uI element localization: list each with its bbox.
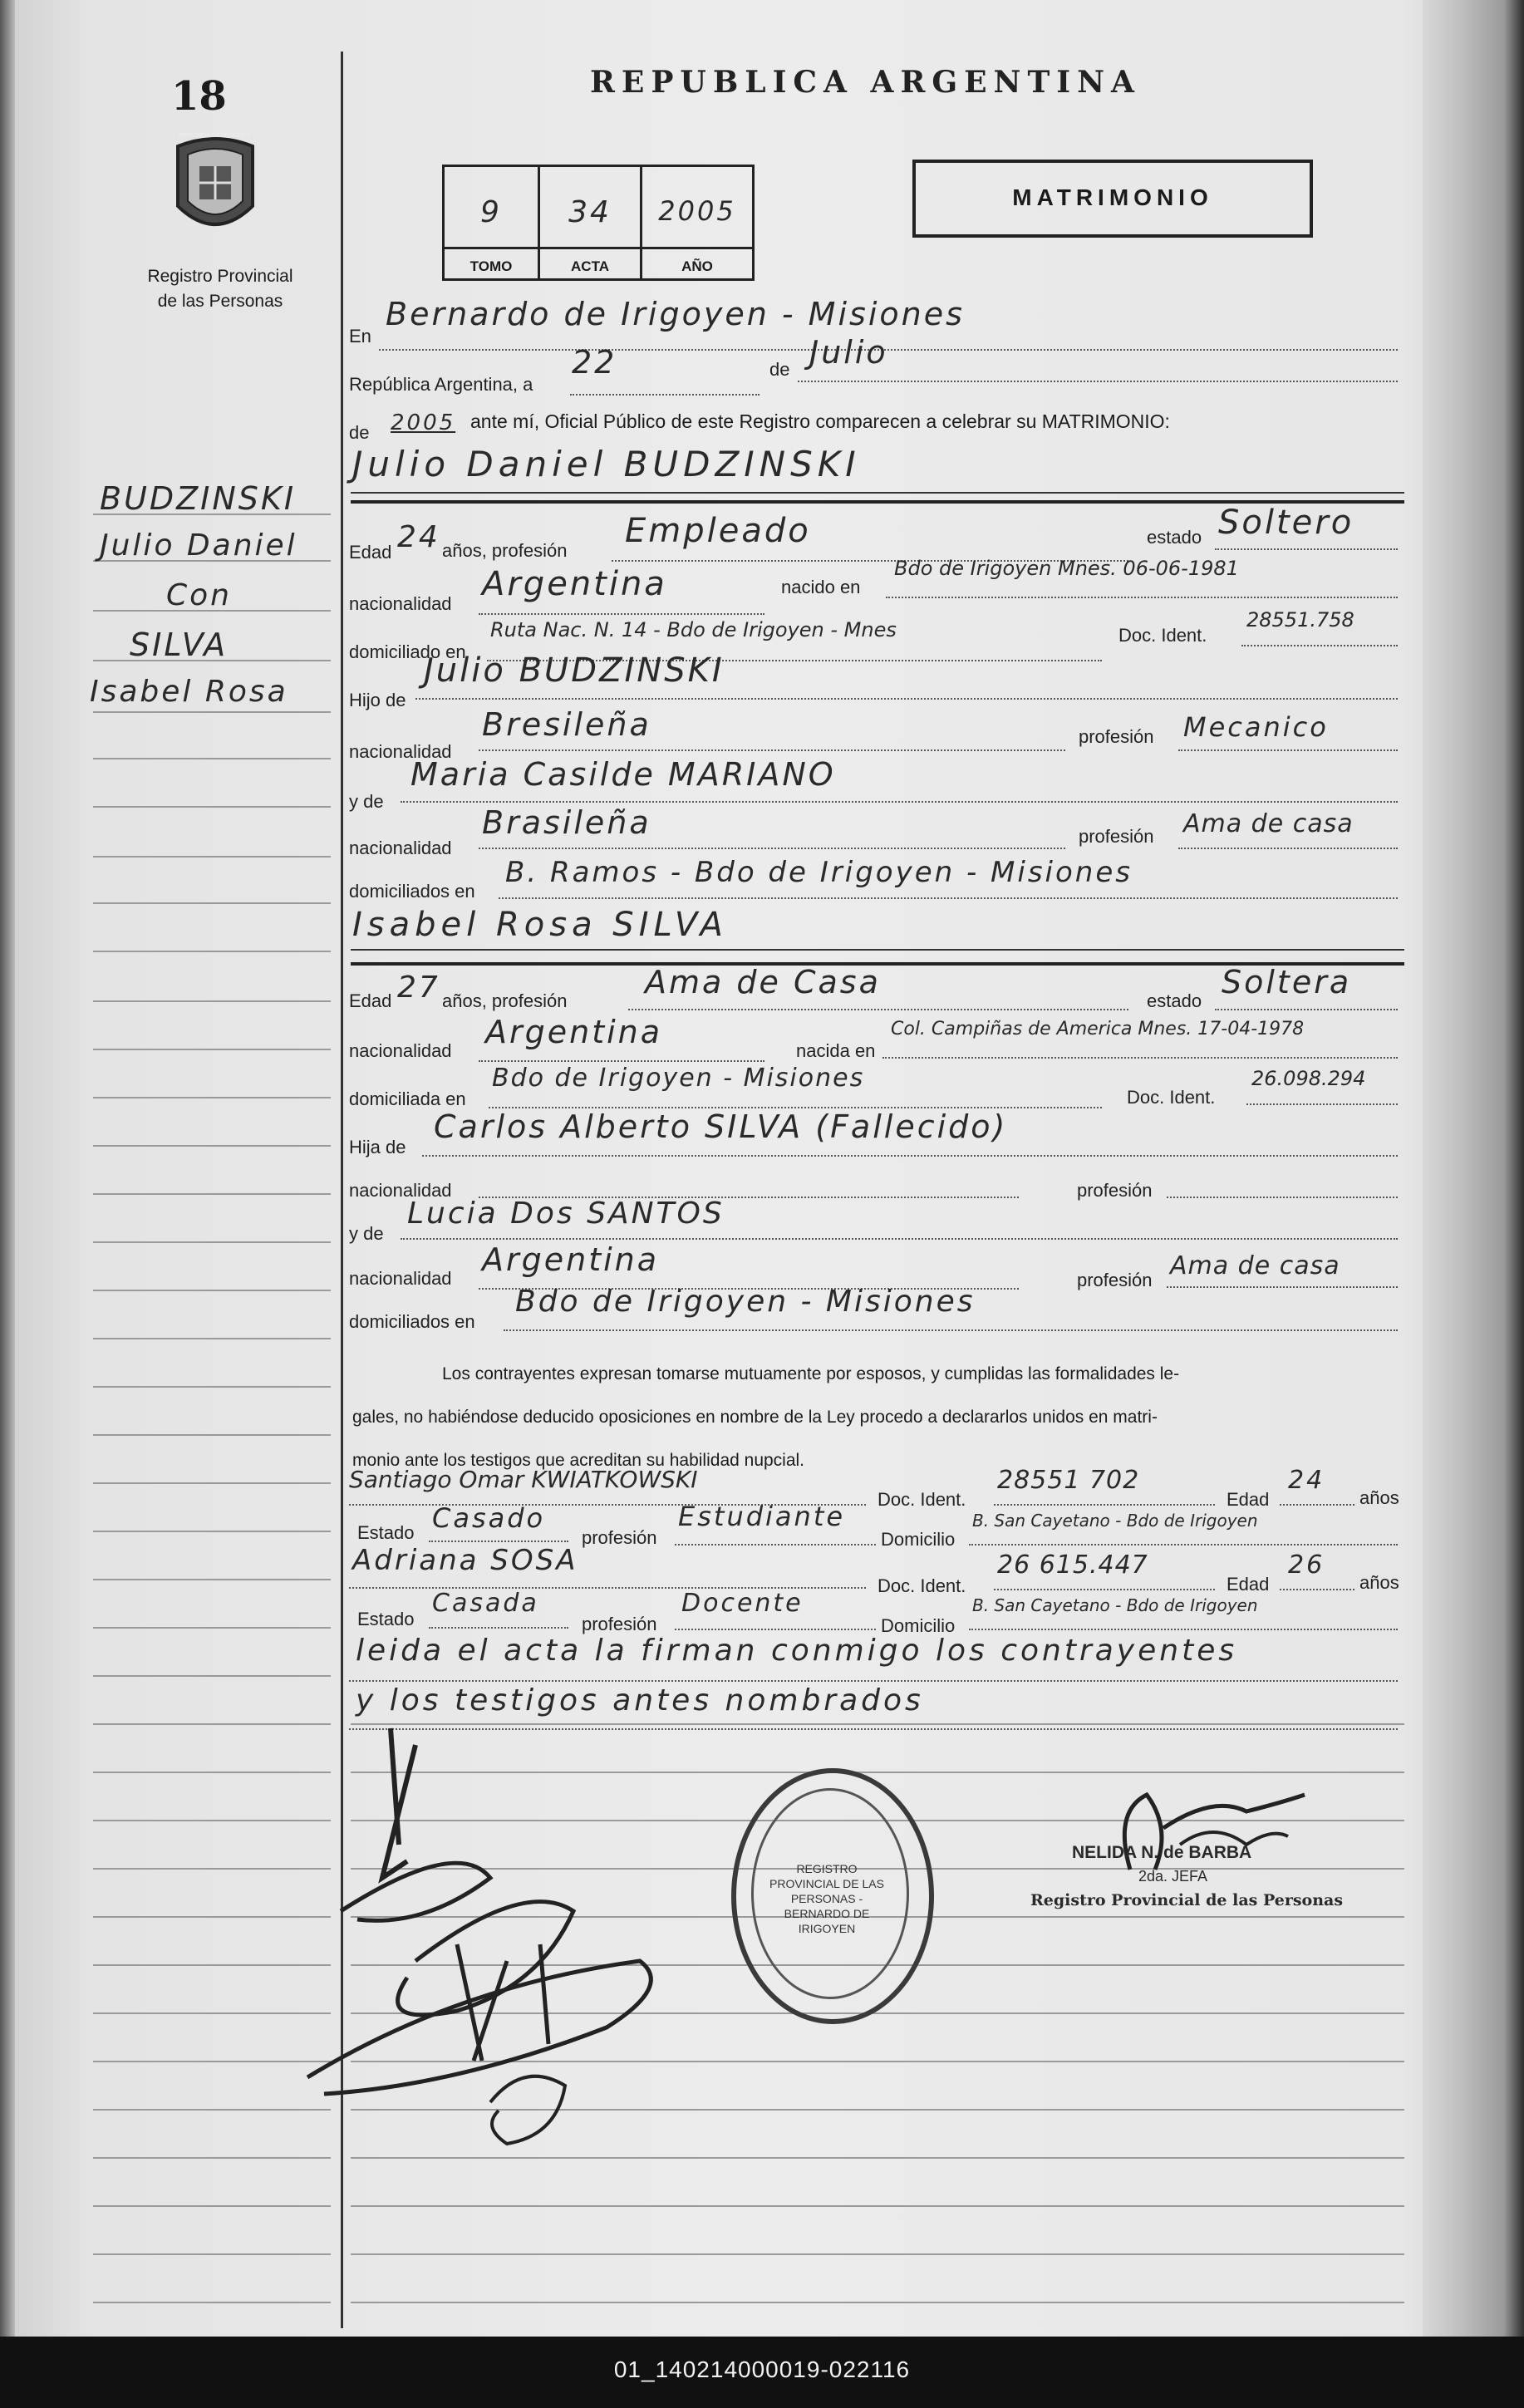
intro-day: 22 (572, 344, 617, 381)
bride-edad-label: Edad (349, 990, 392, 1011)
bride-y-de-label: y de (349, 1223, 384, 1244)
witness-2-doc-label: Doc. Ident. (878, 1575, 966, 1596)
official-role: 2da. JEFA (1138, 1868, 1208, 1885)
declaration-text (352, 1353, 1401, 1482)
bride-nacida-label: nacida en (796, 1040, 876, 1061)
tomo-value: 9 (480, 195, 502, 229)
witness-1-profesion: Estudiante (678, 1501, 846, 1532)
official-office: Registro Provincial de las Personas (1030, 1891, 1344, 1909)
groom-domicilio-label: domiciliado en (349, 641, 466, 662)
intro-month: Julio (809, 334, 888, 371)
witness-2-estado-label: Estado (357, 1609, 415, 1629)
closing-line-1: leida el acta la firman conmigo los contrayentes (356, 1634, 1238, 1668)
groom-nacionalidad-label: nacionalidad (349, 593, 452, 614)
groom-nacionalidad: Argentina (482, 565, 667, 603)
page-number: 18 (171, 73, 227, 120)
groom-padre: Julio BUDZINSKI (424, 651, 725, 690)
margin-groom-surname: BUDZINSKI (100, 480, 297, 517)
bride-name: Isabel Rosa SILVA (352, 906, 728, 944)
groom-padre-prof-label: profesión (1079, 726, 1154, 747)
registry-line-2: de las Personas (157, 292, 283, 311)
en-label: En (349, 326, 371, 346)
witness-2-estado: Casada (432, 1589, 539, 1618)
witness-2-anos-label: años (1359, 1572, 1399, 1593)
groom-edad-label: Edad (349, 542, 392, 563)
groom-profesion: Empleado (625, 512, 811, 550)
bride-estado: Soltera (1222, 964, 1352, 1000)
groom-hijo-label: Hijo de (349, 690, 406, 710)
declaration-line-1: Los contrayentes expresan tomarse mutuamente por esposos, y cumplidas las formalidades le- (442, 1364, 1180, 1383)
groom-doc-label: Doc. Ident. (1118, 625, 1207, 646)
bride-padre-nac-label: nacionalidad (349, 1180, 452, 1201)
bride-domicilio: Bdo de Irigoyen - Misiones (492, 1064, 865, 1093)
registry-label (125, 264, 316, 314)
witness-1-profesion-label: profesión (582, 1527, 657, 1548)
bride-madre-nacionalidad: Argentina (482, 1241, 660, 1278)
groom-padre-nacionalidad: Bresileña (482, 706, 651, 743)
emblem-text: PROVINCIA DE MISIONES (179, 133, 250, 139)
declaration-line-2: gales, no habiéndose deducido oposiciones en nombre de la Ley procedo a declararlos unidos en matri- (352, 1408, 1158, 1427)
bride-padre-prof-label: profesión (1077, 1180, 1153, 1201)
closing-line-2: y los testigos antes nombrados (356, 1683, 924, 1718)
bride-domicilio-label: domiciliada en (349, 1089, 466, 1109)
country-title: REPUBLICA ARGENTINA (590, 65, 1141, 100)
groom-madre-nac-label: nacionalidad (349, 838, 452, 858)
witness-2-profesion-label: profesión (582, 1614, 657, 1634)
groom-padres-domicilio: B. Ramos - Bdo de Irigoyen - Misiones (505, 856, 1133, 889)
witness-1-estado-label: Estado (357, 1522, 415, 1543)
bride-doc: 26.098.294 (1251, 1067, 1366, 1090)
declaration-line-3: monio ante los testigos que acreditan su habilidad nupcial. (352, 1451, 805, 1470)
margin-bride-given: Isabel Rosa (90, 675, 288, 709)
bride-madre-prof-label: profesión (1077, 1270, 1153, 1290)
groom-doc: 28551.758 (1246, 608, 1354, 631)
intro-place: Bernardo de Irigoyen - Misiones (386, 296, 965, 332)
witness-2-profesion: Docente (681, 1589, 804, 1618)
margin-con: Con (166, 578, 232, 612)
margin-groom-given: Julio Daniel (100, 528, 297, 563)
acta-cell (540, 167, 642, 278)
year-prefix: de (349, 422, 370, 443)
scan-caption: 01_140214000019-022116 (613, 2356, 911, 2382)
bride-madre: Lucia Dos SANTOS (407, 1197, 725, 1231)
witness-1-edad-label: Edad (1227, 1489, 1270, 1510)
bride-madre-profesion: Ama de casa (1170, 1251, 1340, 1280)
ano-value: 2005 (658, 195, 736, 227)
intro-statement: ante mí, Oficial Público de este Registro comparecen a celebrar su MATRIMONIO: (470, 410, 1170, 432)
witness-1-doc-label: Doc. Ident. (878, 1489, 966, 1510)
witness-2-domicilio-label: Domicilio (881, 1615, 956, 1636)
ano-label: AÑO (681, 258, 713, 274)
bride-edad: 27 (397, 971, 440, 1005)
de-label: de (769, 359, 790, 380)
ano-cell (642, 167, 752, 278)
groom-profesion-label: años, profesión (442, 540, 568, 561)
bride-profesion-label: años, profesión (442, 990, 568, 1011)
groom-y-de-label: y de (349, 791, 384, 812)
bride-padres-domicilio: Bdo de Irigoyen - Misiones (515, 1285, 976, 1319)
bride-nacida: Col. Campiñas de America Mnes. 17-04-1978 (891, 1019, 1305, 1039)
bride-nacionalidad-label: nacionalidad (349, 1040, 452, 1061)
bride-padre: Carlos Alberto SILVA (Fallecido) (434, 1108, 1008, 1145)
document-type: MATRIMONIO (1012, 184, 1213, 210)
groom-domiciliados-label: domiciliados en (349, 881, 475, 902)
groom-madre-prof-label: profesión (1079, 826, 1154, 847)
book-spine (1423, 0, 1524, 2408)
groom-estado-label: estado (1147, 527, 1202, 548)
signature-official (1080, 1778, 1313, 1878)
groom-domicilio: Ruta Nac. N. 14 - Bdo de Irigoyen - Mnes (490, 618, 897, 641)
witness-1-domicilio-label: Domicilio (881, 1529, 956, 1550)
groom-edad: 24 (397, 520, 440, 554)
margin-bride-surname: SILVA (130, 627, 229, 663)
bride-estado-label: estado (1147, 990, 1202, 1011)
groom-madre-profesion: Ama de casa (1183, 809, 1354, 838)
groom-madre: Maria Casilde MARIANO (410, 756, 836, 793)
witness-2-domicilio: B. San Cayetano - Bdo de Irigoyen (972, 1595, 1258, 1615)
official-name: NELIDA N. de BARBA (1072, 1843, 1252, 1862)
groom-padre-nac-label: nacionalidad (349, 741, 452, 762)
bride-madre-nac-label: nacionalidad (349, 1268, 452, 1289)
acta-value: 34 (568, 195, 612, 229)
witness-1-edad: 24 (1288, 1466, 1325, 1495)
groom-name: Julio Daniel BUDZINSKI (352, 444, 861, 484)
tomo-cell (445, 167, 540, 278)
witness-2-name: Adriana SOSA (352, 1544, 578, 1577)
bride-domiciliados-label: domiciliados en (349, 1311, 475, 1332)
registry-line-1: Registro Provincial (147, 267, 293, 286)
bride-doc-label: Doc. Ident. (1127, 1087, 1216, 1108)
record-table (442, 165, 755, 281)
witness-1-domicilio: B. San Cayetano - Bdo de Irigoyen (972, 1511, 1258, 1531)
acta-label: ACTA (571, 258, 609, 274)
republica-label: República Argentina, a (349, 374, 533, 395)
province-emblem (166, 130, 264, 246)
seal-text: REGISTRO PROVINCIAL DE LAS PERSONAS - BERNARDO DE IRIGOYEN (769, 1862, 884, 1935)
page-left-edge (0, 0, 15, 2408)
witness-1-estado: Casado (432, 1502, 546, 1534)
groom-padre-profesion: Mecanico (1183, 711, 1329, 743)
bride-hija-label: Hija de (349, 1137, 406, 1157)
witness-1-doc: 28551 702 (997, 1466, 1140, 1495)
bride-nacionalidad: Argentina (485, 1014, 663, 1050)
witness-2-doc: 26 615.447 (997, 1550, 1148, 1580)
document-type-box (912, 160, 1313, 238)
signatures-contrayentes (291, 1712, 723, 2160)
witness-2-edad-label: Edad (1227, 1574, 1270, 1595)
intro-year: 2005 (391, 410, 456, 435)
witness-1-anos-label: años (1359, 1487, 1399, 1508)
groom-estado: Soltero (1218, 504, 1354, 542)
groom-nacido-label: nacido en (781, 577, 861, 597)
groom-madre-nacionalidad: Brasileña (482, 804, 651, 841)
tomo-label: TOMO (469, 258, 513, 274)
witness-2-edad: 26 (1288, 1550, 1325, 1580)
witness-1-name: Santiago Omar KWIATKOWSKI (349, 1466, 698, 1493)
bride-profesion: Ama de Casa (645, 964, 881, 1000)
groom-nacido: Bdo de Irigoyen Mnes. 06-06-1981 (894, 557, 1239, 580)
